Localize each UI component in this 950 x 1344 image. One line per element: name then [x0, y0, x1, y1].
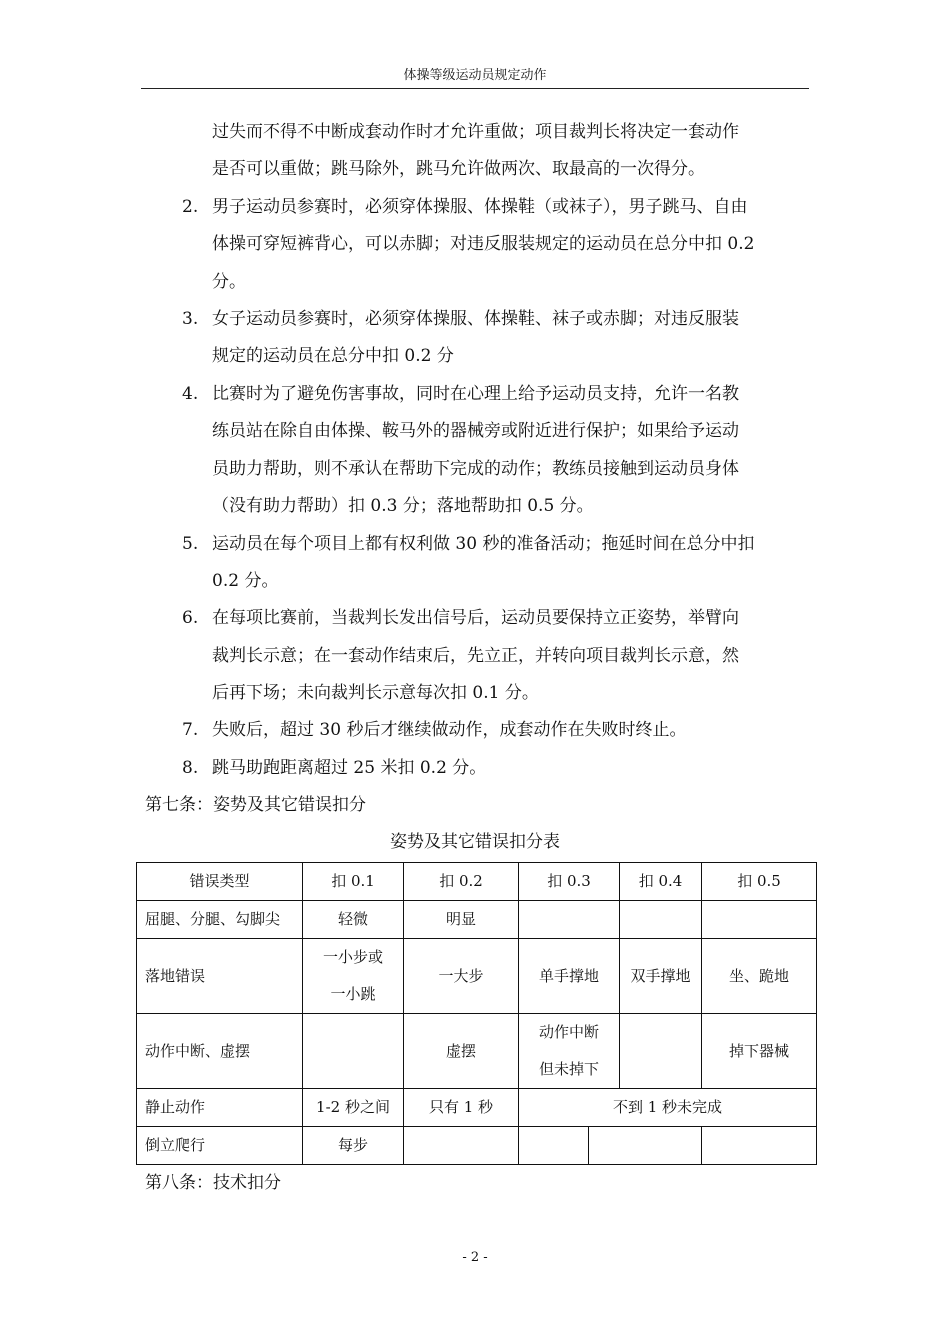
- section-heading: 第八条：技术扣分: [145, 1173, 281, 1193]
- item-line: 分。: [212, 272, 246, 292]
- table-cell: 明显: [404, 901, 519, 939]
- table-cell: [620, 901, 702, 939]
- item-number: 4.: [182, 384, 199, 404]
- table-cell: [519, 1014, 620, 1089]
- row-label: 倒立爬行: [137, 1127, 303, 1165]
- table-cell: 一大步: [404, 939, 519, 1014]
- cell-text: 但未掉下: [538, 1060, 599, 1078]
- item-number: 6.: [182, 608, 199, 628]
- header-cell: 扣 0.3: [519, 863, 620, 901]
- item-line: 0.2 分。: [212, 571, 279, 591]
- item-line: 在每项比赛前，当裁判长发出信号后，运动员要保持立正姿势，举臂向: [212, 608, 739, 628]
- row-label: 屈腿、分腿、勾脚尖: [137, 901, 303, 939]
- item-line: 练员站在除自由体操、鞍马外的器械旁或附近进行保护；如果给予运动: [212, 421, 739, 441]
- table-header-row: [137, 863, 817, 901]
- row-label: 静止动作: [137, 1089, 303, 1127]
- header-cell: 扣 0.2: [404, 863, 519, 901]
- table-row: [137, 1014, 817, 1089]
- row-label: 落地错误: [137, 939, 303, 1014]
- cell-text: 一小跳: [330, 985, 376, 1003]
- header-cell: 错误类型: [137, 863, 303, 901]
- table-cell: [589, 1127, 702, 1165]
- table-cell: 只有 1 秒: [404, 1089, 519, 1127]
- table-cell: [620, 1014, 702, 1089]
- item-line: 比赛时为了避免伤害事故，同时在心理上给予运动员支持，允许一名教: [212, 384, 739, 404]
- item-line: 运动员在每个项目上都有权利做 30 秒的准备活动；拖延时间在总分中扣: [212, 534, 755, 554]
- continuation-line: 是否可以重做；跳马除外，跳马允许做两次、取最高的一次得分。: [212, 159, 705, 179]
- item-line: （没有助力帮助）扣 0.3 分；落地帮助扣 0.5 分。: [212, 496, 594, 516]
- item-line: 规定的运动员在总分中扣 0.2 分: [212, 346, 454, 366]
- section-heading: 第七条：姿势及其它错误扣分: [145, 795, 366, 815]
- item-number: 7.: [182, 720, 199, 740]
- table-cell: 双手撑地: [620, 939, 702, 1014]
- table-row: [137, 1127, 817, 1165]
- row-label: 动作中断、虚摆: [137, 1014, 303, 1089]
- item-line: 跳马助跑距离超过 25 米扣 0.2 分。: [212, 758, 487, 778]
- table-cell: 不到 1 秒未完成: [519, 1089, 817, 1127]
- item-line: 裁判长示意；在一套动作结束后，先立正，并转向项目裁判长示意，然: [212, 646, 739, 666]
- page-number: - 2 -: [462, 1250, 488, 1265]
- table-row: [137, 939, 817, 1014]
- header-cell: 扣 0.5: [702, 863, 817, 901]
- deduction-table: [136, 862, 817, 1165]
- table-cell: [404, 1127, 519, 1165]
- header-rule: [141, 88, 809, 89]
- cell-text: 动作中断: [538, 1023, 599, 1041]
- table-cell: [702, 901, 817, 939]
- table-cell: 单手撑地: [519, 939, 620, 1014]
- table-cell: [303, 1014, 404, 1089]
- item-number: 2.: [182, 197, 199, 217]
- item-line: 失败后，超过 30 秒后才继续做动作，成套动作在失败时终止。: [212, 720, 687, 740]
- header-cell: 扣 0.1: [303, 863, 404, 901]
- continuation-line: 过失而不得不中断成套动作时才允许重做；项目裁判长将决定一套动作: [212, 122, 739, 142]
- item-line: 员助力帮助，则不承认在帮助下完成的动作；教练员接触到运动员身体: [212, 459, 739, 479]
- page-header: 体操等级运动员规定动作: [403, 68, 547, 83]
- item-line: 男子运动员参赛时，必须穿体操服、体操鞋（或袜子），男子跳马、自由: [212, 197, 748, 217]
- table-cell: [303, 939, 404, 1014]
- header-cell: 扣 0.4: [620, 863, 702, 901]
- table-row: [137, 1089, 817, 1127]
- table-cell: 虚摆: [404, 1014, 519, 1089]
- item-number: 5.: [182, 534, 199, 554]
- table-cell: 1-2 秒之间: [303, 1089, 404, 1127]
- item-number: 3.: [182, 309, 199, 329]
- table-cell: [702, 1127, 817, 1165]
- item-line: 体操可穿短裤背心，可以赤脚；对违反服装规定的运动员在总分中扣 0.2: [212, 234, 755, 254]
- table-row: [137, 901, 817, 939]
- item-number: 8.: [182, 758, 199, 778]
- table-cell: 坐、跪地: [702, 939, 817, 1014]
- item-line: 后再下场；未向裁判长示意每次扣 0.1 分。: [212, 683, 539, 703]
- table-caption: 姿势及其它错误扣分表: [390, 832, 560, 852]
- table-cell: 掉下器械: [702, 1014, 817, 1089]
- cell-text: 一小步或: [322, 948, 383, 966]
- table-cell: [519, 1127, 589, 1165]
- item-line: 女子运动员参赛时，必须穿体操服、体操鞋、袜子或赤脚；对违反服装: [212, 309, 739, 329]
- table-cell: 轻微: [303, 901, 404, 939]
- table-cell: 每步: [303, 1127, 404, 1165]
- table-cell: [519, 901, 620, 939]
